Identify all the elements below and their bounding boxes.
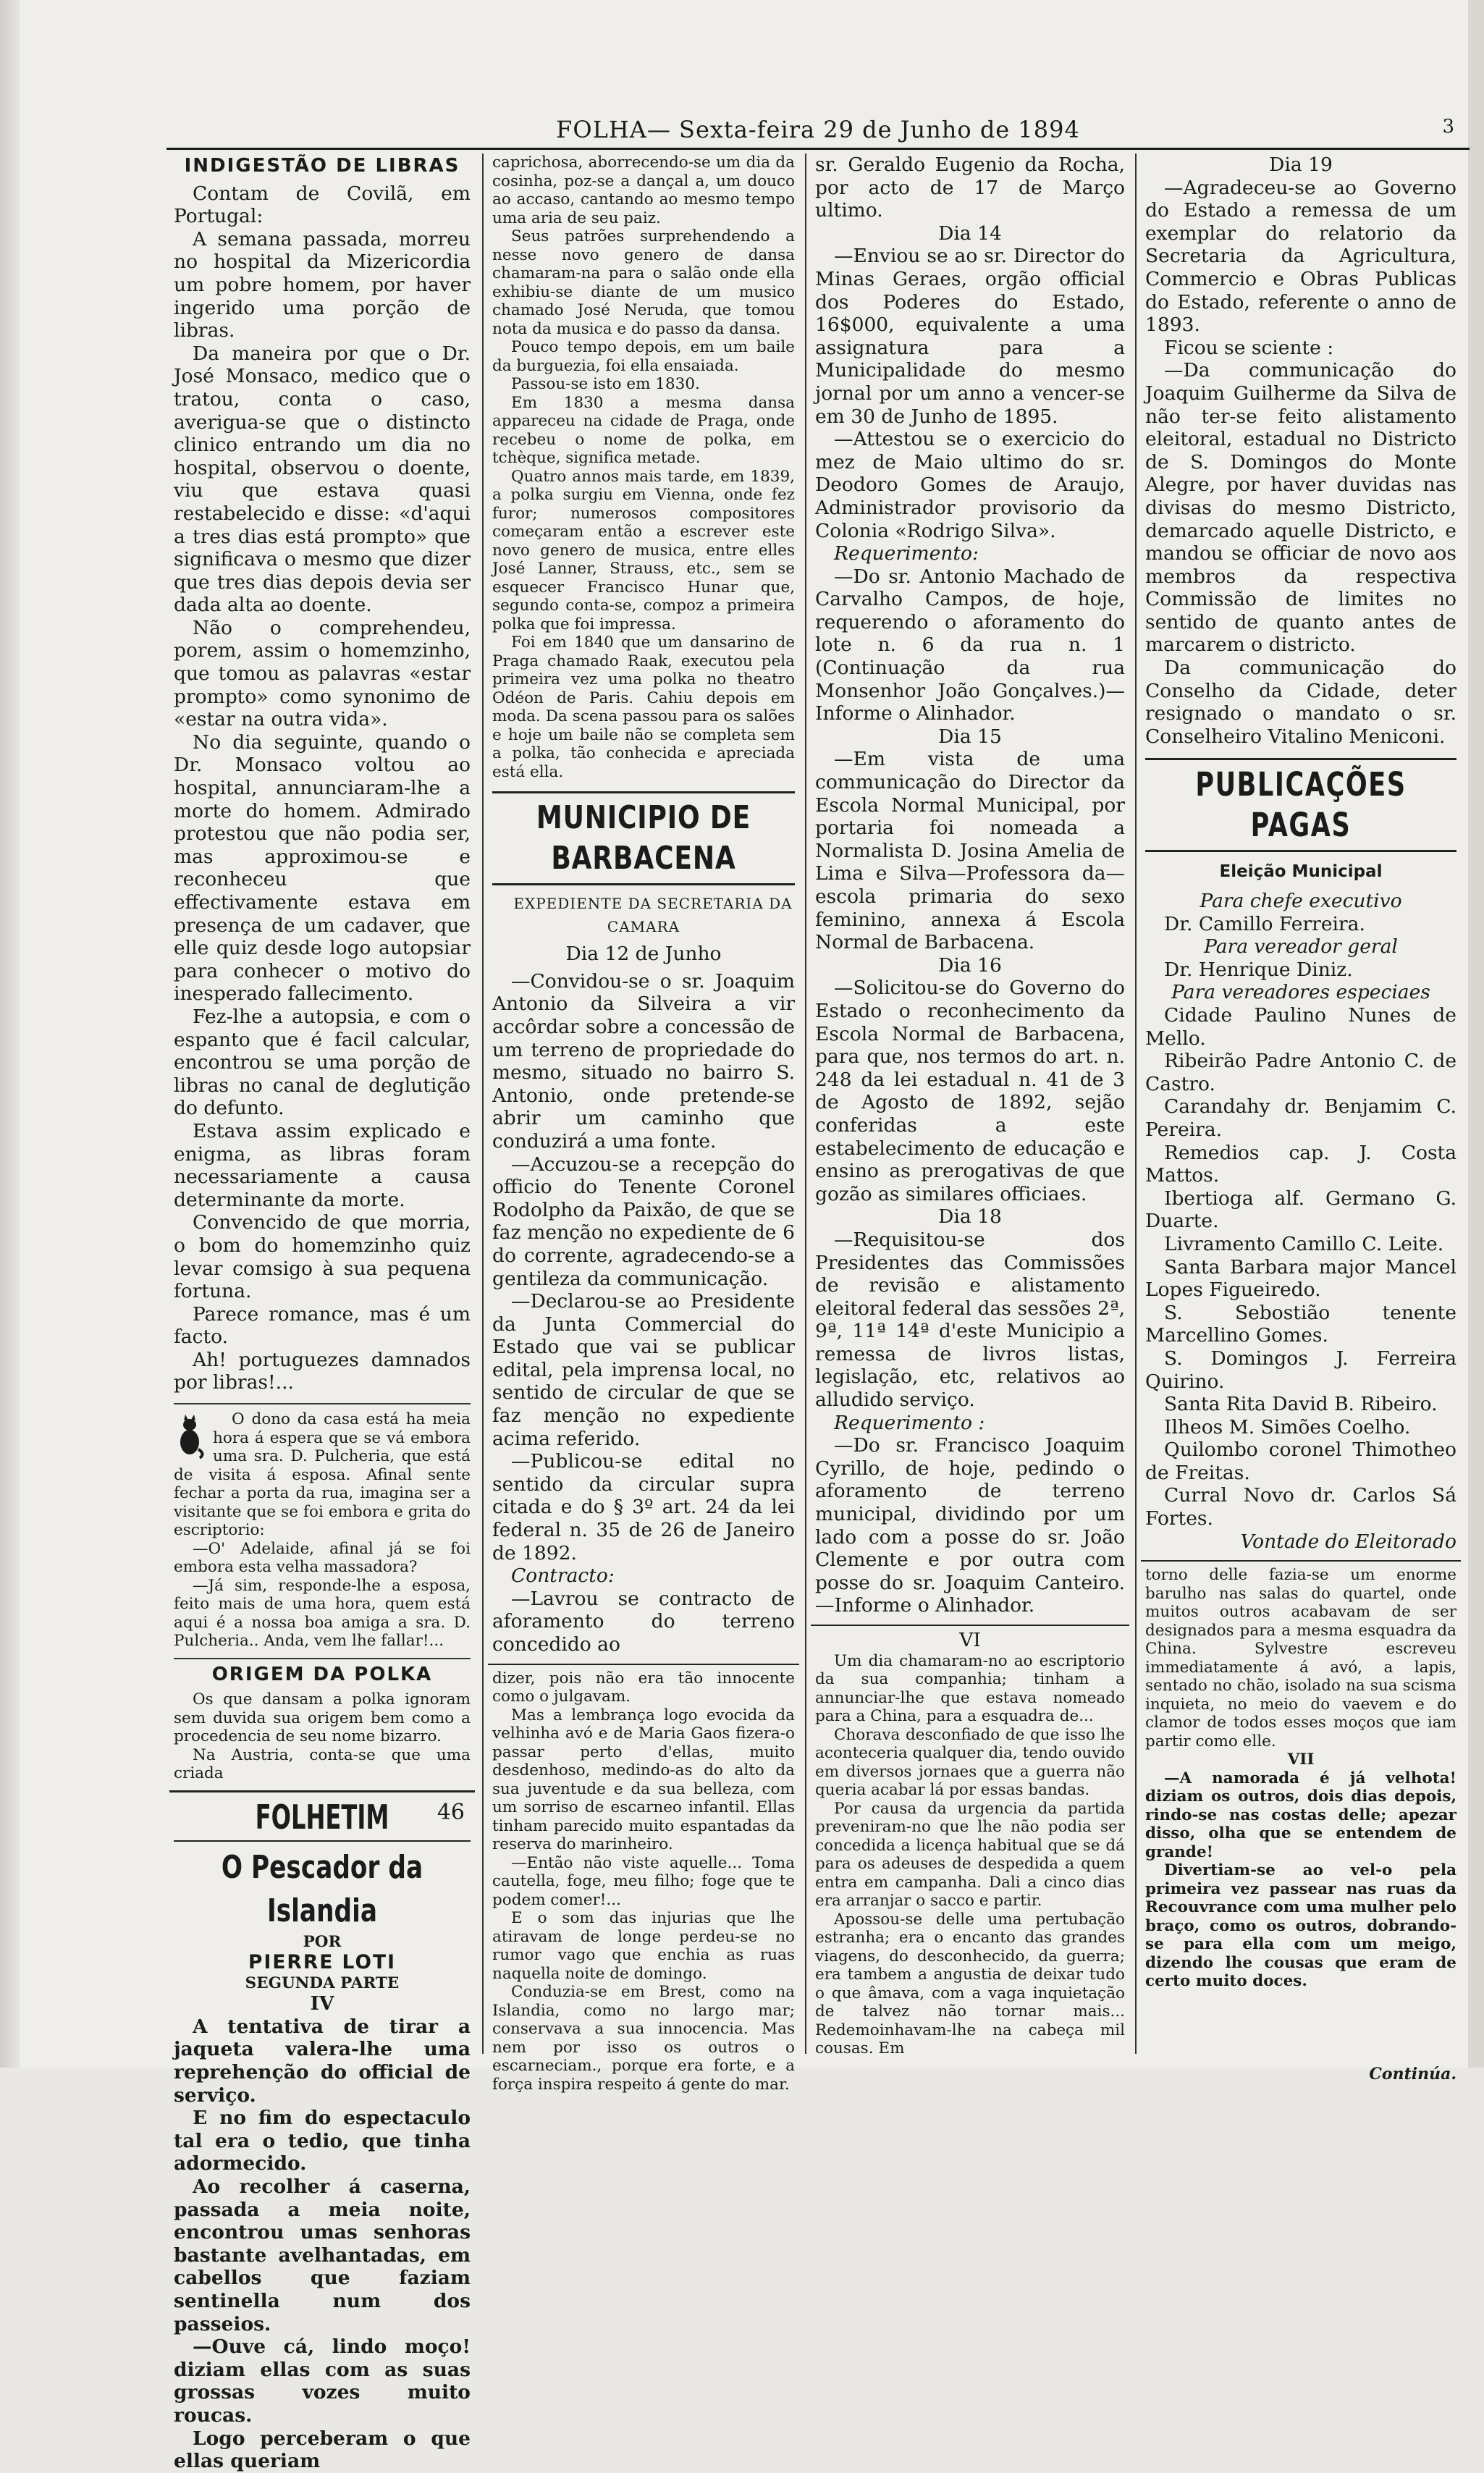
novel-paragraph: Logo perceberam o que ellas queriam — [174, 2427, 471, 2473]
folhetim-title: FOLHETIM — [255, 1797, 389, 1837]
novel-paragraph: —Então não viste aquelle... Toma cautella, foge, meu filho; foge que te podem comer!... — [492, 1853, 795, 1909]
date-heading: Dia 19 — [1269, 153, 1333, 176]
paragraph: —Declarou-se ao Presidente da Junta Commercial do Estado que vai se publicar edital, pela imprensa local, no sentido de circular de que se faz menção no expediente acima referido. — [492, 1290, 795, 1450]
paragraph: —Accuzou-se a recepção do officio do Tenente Coronel Rodolpho da Paixão, de que se faz menção no expediente de 6 do corrente, agradecendo-se a gentileza da communicação. — [492, 1153, 795, 1290]
date-heading: Dia 16 — [938, 953, 1002, 977]
article-title-polka: ORIGEM DA POLKA — [211, 1663, 433, 1685]
candidate-entry: Santa Barbara major Mancel Lopes Figueiredo. — [1145, 1255, 1456, 1302]
header-rule — [166, 148, 1470, 150]
column-divider-3 — [1135, 153, 1137, 2054]
page-edge-left — [0, 0, 20, 2068]
candidate-entry: Ribeirão Padre Antonio C. de Castro. — [1145, 1050, 1456, 1095]
paragraph: Da communicação do Conselho da Cidade, deter resignado o mandato o sr. Conselheiro Vitalino Meniconi. — [1145, 657, 1456, 748]
paragraph: —Solicitou-se do Governo do Estado o reconhecimento da Escola Normal de Barbacena, para que, nos termos do art. n. 248 da lei estadual n. 41 de 3 de Agosto de 1892, sejão conferidas a este estabelecimento de educação e ensino as prerogativas de que gozão as similares officiaes. — [815, 977, 1125, 1205]
paragraph: —Lavrou se contracto de aforamento do terreno concedido ao — [492, 1587, 795, 1656]
novel-paragraph: torno delle fazia-se um enorme barulho nas salas do quartel, onde muitos outros acabavam de ser designados para a mesma esquadra da China. Sylvestre escreveu immediatamente á avó, a lapis, sentado no chão, isolado na sua scisma inquieta, no meio do vaevem e do clamor de todos esses moços que iam partir como elle. — [1145, 1566, 1456, 1751]
novel-title: O Pescador da Islandia — [221, 1848, 423, 1929]
paragraph: Ah! portuguezes damnados por libras!... — [174, 1348, 471, 1394]
paragraph: Quatro annos mais tarde, em 1839, a polka surgiu em Vienna, onde fez furor; numerosos compositores começaram então a escrever este novo genero de musica, entre elles José Lanner, Strauss, etc., sem se esquecer Francisco Hunar que, segundo conta-se, compoz a primeira polka que foi impressa. — [492, 467, 795, 633]
novel-por: POR — [303, 1932, 342, 1951]
paragraph: No dia seguinte, quando o Dr. Monsaco voltou ao hospital, annunciaram-lhe a morte do homem. Admirado protestou que não podia ser, mas approximou-se e reconheceu que effectivamente estava em presença de um cadaver, que elle quiz desde logo autopsiar para conhecer o motivo do inesperado fallecimento. — [174, 730, 471, 1006]
subheading: Requerimento: — [834, 542, 979, 565]
novel-paragraph: E o som das injurias que lhe atiravam de longe perdeu-se no rumor vago que enchia as ruas naquella noite de domingo. — [492, 1909, 795, 1983]
novel-paragraph: Ao recolher á caserna, passada a meia noite, encontrou umas senhoras bastante avelhantadas, em cabellos que faziam sentinella num dos passeios. — [174, 2175, 471, 2335]
candidate-entry: Remedios cap. J. Costa Mattos. — [1145, 1141, 1456, 1187]
section-rule — [492, 791, 795, 793]
novel-paragraph: Conduzia-se em Brest, como na Islandia, como no largo mar; conservava a sua innocencia. Mas nem por isso os outros o escarneciam., porque era forte, e a força inspira respeito á gente do mar. — [492, 1983, 795, 2094]
paragraph: —Convidou-se o sr. Joaquim Antonio da Silveira a vir accôrdar sobre a concessão de um terreno de propriedade do mesmo, situado no bairro S. Antonio, onde pretende-se abrir um caminho que conduzirá a uma fonte. — [492, 969, 795, 1153]
candidate-entry: Ilheos M. Simões Coelho. — [1164, 1415, 1411, 1438]
paragraph: Passou-se isto em 1830. — [511, 375, 700, 393]
candidate-role: Para vereadores especiaes — [1171, 981, 1430, 1004]
folhetim-header — [174, 1795, 471, 1839]
novel-paragraph: —A namorada é já velhota! diziam os outros, dois dias depois, rindo-se nas costas delle; apezar disso, olha que se entendem de grande! — [1145, 1769, 1456, 1861]
novel-author: PIERRE LOTI — [248, 1951, 396, 1974]
novel-paragraph: Chorava desconfiado de que isso lhe aconteceria qualquer dia, tendo ouvido em diversos jornaes que a guerra não queria acabar lá por essas bandas. — [815, 1725, 1125, 1800]
candidate-entry: Livramento Camillo C. Leite. — [1164, 1232, 1444, 1255]
date-heading: Dia 18 — [938, 1205, 1002, 1229]
date-heading: Dia 12 de Junho — [565, 943, 722, 966]
candidate-role: Para chefe executivo — [1200, 890, 1402, 913]
candidate-entry: Cidade Paulino Nunes de Mello. — [1145, 1004, 1456, 1050]
novel-paragraph: —Ouve cá, lindo moço! diziam ellas com as suas grossas vozes muito roucas. — [174, 2335, 471, 2427]
candidate-entry: Ibertioga alf. Germano G. Duarte. — [1145, 1187, 1456, 1233]
folhetim-rule-2 — [174, 1840, 471, 1842]
candidate-entry: Santa Rita David B. Ribeiro. — [1164, 1393, 1438, 1416]
column-divider-1 — [482, 153, 484, 2054]
section-rule — [492, 883, 795, 885]
paragraph: —Attestou se o exercicio do mez de Maio ultimo do sr. Deodoro Gomes de Araujo, Administrador provisorio da Colonia «Rodrigo Silva». — [815, 428, 1125, 542]
paragraph: Foi em 1840 que um dansarino de Praga chamado Raak, executou pela primeira vez uma polka no theatro Odéon de Paris. Cahiu depois em moda. Da scena passou para os salões e hoje um baile não se completa sem a polka, tão conhecida e apreciada está ella. — [492, 633, 795, 781]
column-1 — [174, 153, 471, 2473]
novel-paragraph: A tentativa de tirar a jaqueta valera-lhe uma reprehenção do official de serviço. — [174, 2015, 471, 2107]
novel-paragraph: Divertiam-se ao vel-o pela primeira vez passear nas ruas da Recouvrance com uma mulher pelo braço, como os outros, dobrando-se para ella com um meigo, dizendo lhe cousas que eram de certo muito doces. — [1145, 1861, 1456, 1991]
paragraph: caprichosa, aborrecendo-se um dia da cosinha, poz-se a dançal a, um douco ao accaso, cantando ao mesmo tempo uma aria de seu paiz. — [492, 153, 795, 227]
section-rule — [1145, 850, 1456, 852]
section-rule — [1145, 758, 1456, 760]
folhetim-number: 46 — [437, 1799, 465, 1825]
novel-paragraph: Por causa da urgencia da partida preveniram-no que lhe não podia ser concedida a licença habitual que se dá para os adeuses de despedida a quem entra em campanha. Dali a cinco dias era arranjar o sacco e partir. — [815, 1799, 1125, 1910]
folhetim-rule — [1141, 1560, 1461, 1562]
paragraph: Pouco tempo depois, em um baile da burguezia, foi ella ensaiada. — [492, 338, 795, 375]
novel-paragraph: E no fim do espectaculo tal era o tedio, que tinha adormecido. — [174, 2107, 471, 2175]
paragraph: —Requisitou-se dos Presidentes das Commissões de revisão e alistamento eleitoral federal das sessões 2ª, 9ª, 11ª 14ª d'este Municipio a remessa de livros listas, legislação, etc, relativos ao alludido serviço. — [815, 1228, 1125, 1412]
folhetim-rule — [811, 1625, 1129, 1626]
candidate-entry: S. Sebostião tenente Marcellino Gomes. — [1145, 1301, 1456, 1347]
candidate-name: Dr. Henrique Diniz. — [1164, 958, 1353, 981]
paragraph: A semana passada, morreu no hospital da Mizericordia um pobre homem, por haver ingerido uma porção de libras. — [174, 227, 471, 342]
chapter-number: IV — [310, 1992, 334, 2015]
anecdote-block — [174, 1410, 471, 1651]
novel-paragraph: Um dia chamaram-no ao escriptorio da sua companhia; tinham a annunciar-lhe que estava nomeado para a China, para a esquadra de... — [815, 1651, 1125, 1726]
page-number: 3 — [1442, 116, 1455, 138]
masthead-text: FOLHA— Sexta-feira 29 de Junho de 1894 — [556, 116, 1080, 143]
paragraph: Seus patrões surprehendendo a nesse novo genero de dansa chamaram-na para o salão onde ella exhibiu-se diante de um musico chamado José Neruda, que tomou nota da musica e do passo da dansa. — [492, 227, 795, 338]
page-edge-right — [1468, 0, 1484, 2068]
novel-part: SEGUNDA PARTE — [245, 1973, 400, 1992]
paragraph: Parece romance, mas é um facto. — [174, 1302, 471, 1349]
column-3 — [815, 153, 1125, 2058]
paragraph: Convencido de que morria, o bom do homemzinho quiz levar comsigo à sua pequena fortuna. — [174, 1211, 471, 1303]
chapter-number: VII — [1287, 1751, 1315, 1769]
column-4 — [1145, 153, 1456, 2084]
candidate-role: Para vereador geral — [1204, 935, 1398, 959]
column-divider-2 — [805, 153, 806, 2054]
article-divider — [174, 1658, 471, 1659]
paragraph: Não o comprehendeu, porem, assim o homemzinho, que tomou as palavras «estar prompto» como synonimo de «estar na outra vida». — [174, 616, 471, 731]
paragraph: —Do sr. Antonio Machado de Carvalho Campos, de hoje, requerendo o aforamento do lote n. 6 da rua n. 1 (Continuação da rua Monsenhor João Gonçalves.)—Informe o Alinhador. — [815, 565, 1125, 725]
section-title-publicacoes: PUBLICAÇÕES PAGAS — [1195, 765, 1407, 845]
candidate-entry: Quilombo coronel Thimotheo de Freitas. — [1145, 1438, 1456, 1484]
anecdote-text: —O' Adelaide, afinal já se foi embora esta velha massadora? — [174, 1539, 471, 1577]
paragraph: Estava assim explicado e enigma, as libras foram necessariamente a causa determinante da morte. — [174, 1119, 471, 1211]
novel-paragraph: dizer, pois não era tão innocente como o julgavam. — [492, 1669, 795, 1706]
cat-illustration-icon — [174, 1415, 206, 1459]
candidate-entry: Carandahy dr. Benjamim C. Pereira. — [1145, 1095, 1456, 1141]
novel-paragraph: Mas a lembrança logo evocida da velhinha avó e de Maria Gaos fizera-o passar perto d'ellas, muito desdenhoso, medindo-as do alto da sua juventude e da sua belleza, com um sorriso de escarneo infantil. Ellas tinham parecido muito espantadas da reserva do marinheiro. — [492, 1706, 795, 1854]
section-title-municipio: MUNICIPIO DE BARBACENA — [536, 799, 751, 877]
novel-paragraph: Apossou-se delle uma pertubação estranha; era o encanto das grandes viagens, do desconhecido, da guerra; era tambem a angustia de deixar tudo o que âmava, com a vaga inquietação de talvez não tornar mais... Redemoinhavam-lhe na cabeça mil cousas. Em — [815, 1910, 1125, 2058]
paragraph: —Do sr. Francisco Joaquim Cyrillo, de hoje, pedindo o aforamento de terreno municipal, dividindo por um lado com a posse do sr. João Clemente e por outra com posse do sr. Joaquim Canteiro.—Informe o Alinhador. — [815, 1434, 1125, 1617]
paragraph: —Publicou-se edital no sentido da circular supra citada e do § 3º art. 24 da lei federal n. 35 de 26 de Janeiro de 1892. — [492, 1450, 795, 1564]
chapter-number: VI — [959, 1629, 981, 1651]
date-heading: Dia 15 — [938, 725, 1002, 748]
article-divider — [174, 1403, 471, 1404]
column-2 — [492, 153, 795, 2094]
paragraph: Contam de Covilã, em Portugal: — [174, 182, 471, 228]
paragraph: —Enviou se ao sr. Director do Minas Geraes, orgão official dos Poderes do Estado, 16$000, equivalente a uma assignatura para a Municipalidade do mesmo jornal por um anno a vencer-se em 30 de Junho de 1895. — [815, 245, 1125, 428]
paragraph: sr. Geraldo Eugenio da Rocha, por acto de 17 de Março ultimo. — [815, 153, 1125, 222]
paragraph: Na Austria, conta-se que uma criada — [174, 1745, 471, 1783]
folhetim-rule — [488, 1664, 799, 1665]
paragraph: Fez-lhe a autopsia, e com o espanto que é facil calcular, encontrou se uma porção de libras no canal de deglutição do defunto. — [174, 1005, 471, 1120]
anecdote-text: O dono da casa está ha meia hora á espera que se vá embora uma sra. D. Pulcheria, que está de visita á esposa. Afinal sente fechar a porta da rua, imagina ser a visitante que se foi embora e grita do escriptorio: — [174, 1410, 471, 1540]
subheading: Requerimento : — [834, 1411, 985, 1434]
paragraph: Em 1830 a mesma dansa appareceu na cidade de Praga, onde recebeu o nome de polka, em tchèque, significa metade. — [492, 393, 795, 467]
paragraph: Ficou se sciente : — [1164, 336, 1334, 359]
section-subtitle: EXPEDIENTE DA SECRETARIA DA CAMARA — [513, 895, 793, 935]
continua-label: Continúa. — [1369, 2064, 1456, 2084]
candidate-entry: S. Domingos J. Ferreira Quirino. — [1145, 1347, 1456, 1393]
paragraph: —Em vista de uma communicação do Director da Escola Normal Municipal, por portaria foi nomeada a Normalista D. Josina Amelia de Lima e Silva—Professora da—escola primaria do sexo feminino, annexa á Escola Normal de Barbacena. — [815, 748, 1125, 954]
masthead — [166, 116, 1470, 146]
subheading: Contracto: — [511, 1564, 615, 1588]
date-heading: Dia 14 — [938, 222, 1002, 245]
signature: Vontade do Eleitorado — [1240, 1530, 1456, 1553]
paragraph: Da maneira por que o Dr. José Monsaco, medico que o tratou, conta o caso, averigua-se que o distincto clinico entrando um dia no hospital, observou o doente, viu que estava quasi restabelecido e disse: «d'aqui a tres dias está prompto» que significava o mesmo que dizer que tres dias depois devia ser dada alta ao doente. — [174, 342, 471, 617]
paragraph: Os que dansam a polka ignoram sem duvida sua origem bem como a procedencia de seu nome bizarro. — [174, 1690, 471, 1746]
paragraph: —Agradeceu-se ao Governo do Estado a remessa de um exemplar do relatorio da Secretaria da Agricultura, Commercio e Obras Publicas do Estado, referente o anno de 1893. — [1145, 176, 1456, 337]
folhetim-rule — [169, 1790, 475, 1792]
candidate-name: Dr. Camillo Ferreira. — [1164, 912, 1365, 935]
candidate-entry: Curral Novo dr. Carlos Sá Fortes. — [1145, 1484, 1456, 1530]
announcement-title: Eleição Municipal — [1219, 862, 1383, 882]
paragraph: —Da communicação do Joaquim Guilherme da Silva de não ter-se feito alistamento eleitoral, estadual no Districto de S. Domingos do Monte Alegre, por haver duvidas nas divisas do mesmo Districto, demarcado aquelle Districto, e mandou se officiar de novo aos membros da respectiva Commissão de limites no sentido de quanto antes de marcarem o districto. — [1145, 359, 1456, 657]
article-title-indigestao: INDIGESTÃO DE LIBRAS — [184, 155, 460, 177]
anecdote-text: —Já sim, responde-lhe a esposa, feito mais de uma hora, quem está aqui é a nossa boa amiga a sra. D. Pulcheria.. Anda, vem lhe fallar!... — [174, 1576, 471, 1651]
